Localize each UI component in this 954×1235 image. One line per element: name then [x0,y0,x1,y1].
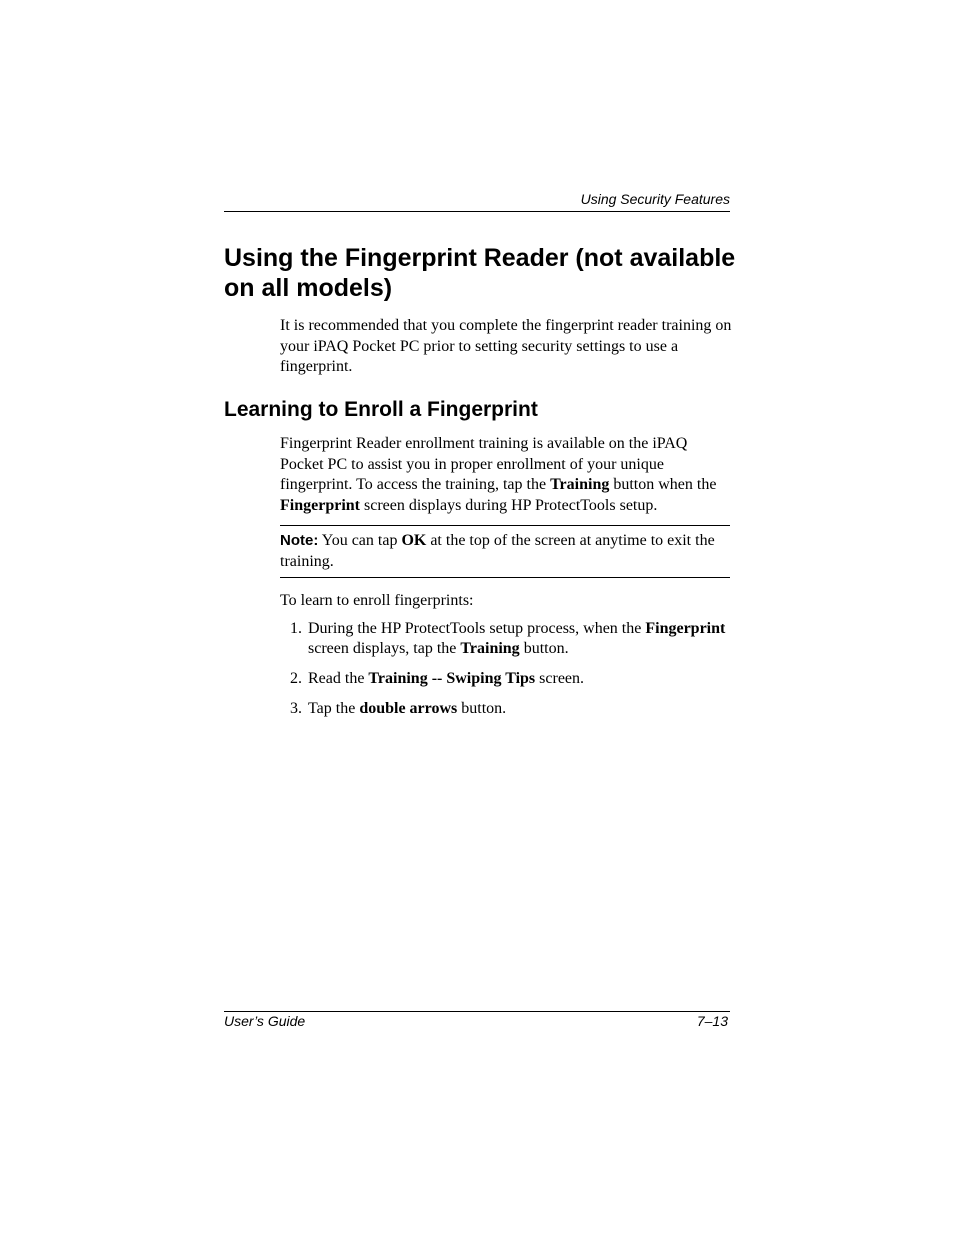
enrollment-paragraph [280,434,732,516]
list-item [288,699,728,719]
enrollment-text-2: button when the [609,476,717,493]
note-top-rule [280,525,730,526]
intro-paragraph: It is recommended that you complete the fingerprint reader training on your iPAQ Pocket PC prior to setting security settings to use a fingerprint. [280,317,732,375]
step-text: button. [519,640,569,657]
enrollment-text-1: Fingerprint Reader enrollment training is available on the iPAQ Pocket PC to assist you in proper enrollment of your unique fingerprint. To access the training, tap the [280,435,688,493]
running-header: Using Security Features [580,191,730,207]
step-bold: double arrows [359,700,458,717]
steps-list [288,619,728,729]
step-bold: Training [460,640,520,657]
note-block [280,531,732,572]
page-number: 7–13 [696,1013,728,1029]
step-bold: Training -- Swiping Tips [368,670,536,687]
step-text: screen. [535,670,585,687]
step-number: 3. [290,700,302,717]
steps-intro: To learn to enroll fingerprints: [280,592,474,609]
footer-rule [224,1011,730,1012]
header-rule [224,211,730,212]
enrollment-text-3: screen displays during HP ProtectTools setup. [360,496,658,514]
step-number: 2. [290,670,302,687]
list-item [288,619,728,659]
section-title: Using the Fingerprint Reader (not available on all models) [224,244,736,302]
training-term: Training [550,476,610,493]
step-bold: Fingerprint [645,620,726,637]
subsection-title: Learning to Enroll a Fingerprint [224,398,538,421]
step-text: Tap the [308,700,360,717]
step-text: Read the [308,670,369,687]
fingerprint-term: Fingerprint [280,496,360,514]
step-text: screen displays, tap the [308,640,461,657]
step-text: During the HP ProtectTools setup process, when the [308,620,646,637]
step-text: button. [457,700,507,717]
list-item [288,669,728,689]
note-text-1: You can tap [318,532,402,549]
step-number: 1. [290,620,302,637]
note-text-2: at the top of the screen at anytime to exit the training. [280,532,715,570]
note-bottom-rule [280,577,730,578]
ok-term: OK [401,532,427,549]
footer-guide-title: User’s Guide [224,1013,306,1029]
note-label: Note: [280,532,319,549]
